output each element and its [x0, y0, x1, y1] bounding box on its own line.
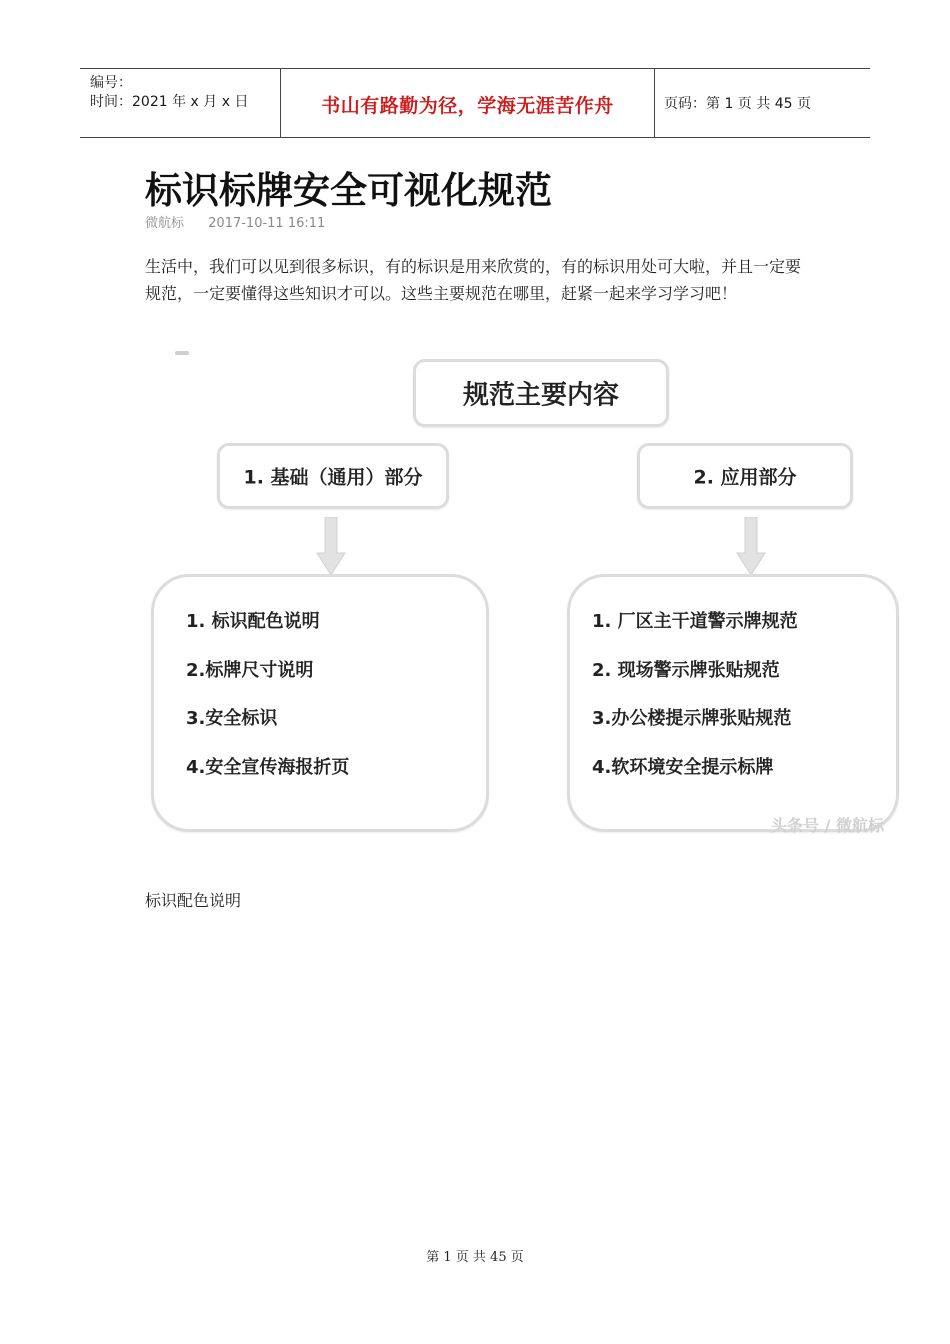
- list-item: 2. 现场警示牌张贴规范: [592, 660, 780, 681]
- image-artifact: [175, 351, 189, 355]
- content-diagram: [145, 345, 905, 840]
- number-label: 编号：: [90, 75, 132, 91]
- right-head-label: 2. 应用部分: [693, 466, 797, 489]
- author: 微航标: [145, 216, 185, 231]
- watermark: 头条号 / 微航标: [771, 816, 884, 835]
- root-label: 规范主要内容: [462, 380, 619, 411]
- list-item: 1. 厂区主干道警示牌规范: [592, 611, 798, 632]
- page-title: 标识标牌安全可视化规范: [145, 168, 552, 212]
- left-head-box: [217, 443, 449, 509]
- list-item: 3.办公楼提示牌张贴规范: [592, 708, 792, 729]
- right-down-arrow-icon: [736, 517, 766, 577]
- list-item: 4.软环境安全提示标牌: [592, 757, 774, 778]
- time-label: 时间：2021 年 x 月 x 日: [90, 94, 249, 110]
- article-meta: [145, 212, 345, 231]
- datetime: 2017-10-11 16:11: [208, 216, 326, 231]
- intro-paragraph: 生活中，我们可以见到很多标识，有的标识是用来欣赏的，有的标识用处可大啦，并且一定要规范，一定要懂得这些知识才可以。这些主要规范在哪里，赶紧一起来学习学习吧！: [145, 257, 802, 303]
- list-item: 3.安全标识: [186, 708, 278, 729]
- right-head-box: [637, 443, 853, 509]
- list-item: 2.标牌尺寸说明: [186, 660, 314, 681]
- left-down-arrow-icon: [316, 517, 346, 577]
- left-items-box: [151, 574, 489, 832]
- header-motto-cell: [280, 69, 655, 137]
- header-page-cell: [654, 69, 870, 137]
- document-header: [80, 68, 870, 138]
- left-head-label: 1. 基础（通用）部分: [243, 466, 423, 489]
- page-info: 页码：第 1 页 共 45 页: [664, 96, 811, 112]
- page-footer: 第 1 页 共 45 页: [426, 1250, 524, 1265]
- motto: 书山有路勤为径，学海无涯苦作舟: [321, 95, 614, 117]
- header-info-cell: [80, 69, 280, 137]
- right-items-box: [567, 574, 899, 832]
- list-item: 4.安全宣传海报折页: [186, 757, 350, 778]
- list-item: 1. 标识配色说明: [186, 611, 320, 632]
- root-box: [413, 359, 669, 427]
- section-caption: 标识配色说明: [145, 891, 242, 910]
